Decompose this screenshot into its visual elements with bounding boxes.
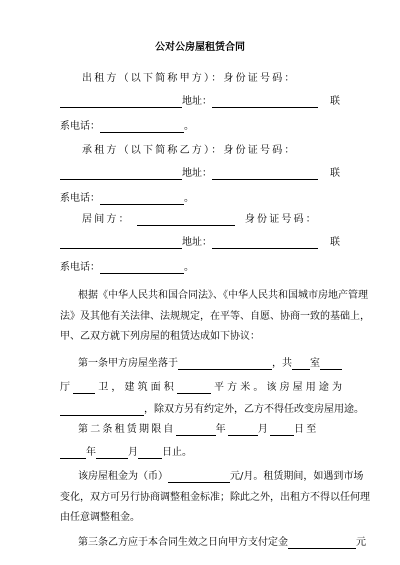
usage-blank (60, 404, 144, 416)
middleman-address-blank (212, 237, 318, 249)
id-label: 身份证号码： (244, 214, 319, 225)
lessee-address-line (60, 167, 342, 180)
article-1-line-2: 厅 卫，建筑面积 平方米。该房屋用途为 (60, 382, 343, 393)
preamble-line: 根据《中华人民共和国合同法》、《中华人民共和国城市房地产管理 (78, 290, 368, 301)
article-3-line-1: 第三条乙方应于本合同生效之日向甲方支付定金 元 (78, 537, 366, 548)
lessor-address-blank (212, 96, 318, 108)
address-label: 地址： (182, 96, 212, 107)
period: 。 (184, 262, 194, 273)
phone-label: 系电话： (60, 121, 100, 132)
lessee-phone-blank (100, 193, 184, 205)
address-label: 地址： (182, 168, 212, 179)
start-day-blank (270, 424, 294, 436)
phone-label-start: 联 (330, 237, 340, 248)
article-2-line-2: 年 月 日止。 (60, 446, 342, 459)
article-1-line-1: 第一条甲方房屋坐落于 ，共 室 (60, 357, 342, 370)
room-count-blank (292, 358, 310, 370)
period: 。 (184, 193, 194, 204)
lessor-name-blank (60, 96, 182, 108)
end-day-blank (138, 447, 162, 459)
lessor-address-line (60, 95, 342, 108)
middleman-address-line (60, 236, 342, 249)
preamble-line: 法》及其他有关法律、法规规定，在平等、自愿、协商一致的基础上， (60, 311, 370, 322)
middleman-phone-line (60, 261, 342, 274)
middleman-line (60, 213, 342, 226)
phone-label-start: 联 (330, 96, 340, 107)
room-blank-tail (320, 358, 342, 370)
end-month-blank (96, 447, 128, 459)
phone-label: 系电话： (60, 262, 100, 273)
deposit-blank (288, 537, 356, 549)
phone-label: 系电话： (60, 193, 100, 204)
middleman-name-blank (137, 214, 235, 226)
start-month-blank (228, 424, 258, 436)
lessee-phone-line (60, 192, 342, 205)
lessor-phone-line (60, 120, 342, 133)
middleman-id-blank (60, 237, 182, 249)
start-year-blank (176, 424, 216, 436)
address-label: 地址： (182, 237, 212, 248)
rent-amount-blank (168, 471, 230, 483)
document-title: 公对公房屋租赁合同 (155, 42, 245, 53)
rent-line-1: 该房屋租金为（币） 元/月。租赁期间，如遇到市场 (78, 471, 364, 482)
rent-line-2: 变化，双方可另行协商调整租金标准；除此之外，出租方不得以任何理 (60, 492, 370, 503)
phone-label-start: 联 (330, 168, 340, 179)
middleman-phone-blank (100, 262, 184, 274)
preamble-line: 甲、乙双方就下列房屋的租赁达成如下协议： (60, 331, 260, 342)
lessor-line: 出租方（以下简称甲方）：身份证号码： (82, 73, 297, 84)
rent-line-3: 由任意调整租金。 (60, 512, 140, 523)
hall-blank (73, 382, 95, 394)
end-year-blank (60, 447, 86, 459)
article-2-line-1: 第二条租赁期限自 年 月 日至 (78, 424, 319, 435)
lessee-line: 承租方（以下简称乙方）：身份证号码： (82, 145, 297, 156)
article-1-line-3: ，除双方另有约定外，乙方不得任改变房屋用途。 (60, 403, 342, 416)
middleman-label: 居间方： (82, 214, 131, 225)
address-blank (178, 358, 272, 370)
lessee-name-blank (60, 168, 182, 180)
lessor-phone-blank (100, 121, 184, 133)
area-blank (177, 382, 211, 394)
lessee-address-blank (212, 168, 318, 180)
period: 。 (184, 121, 194, 132)
